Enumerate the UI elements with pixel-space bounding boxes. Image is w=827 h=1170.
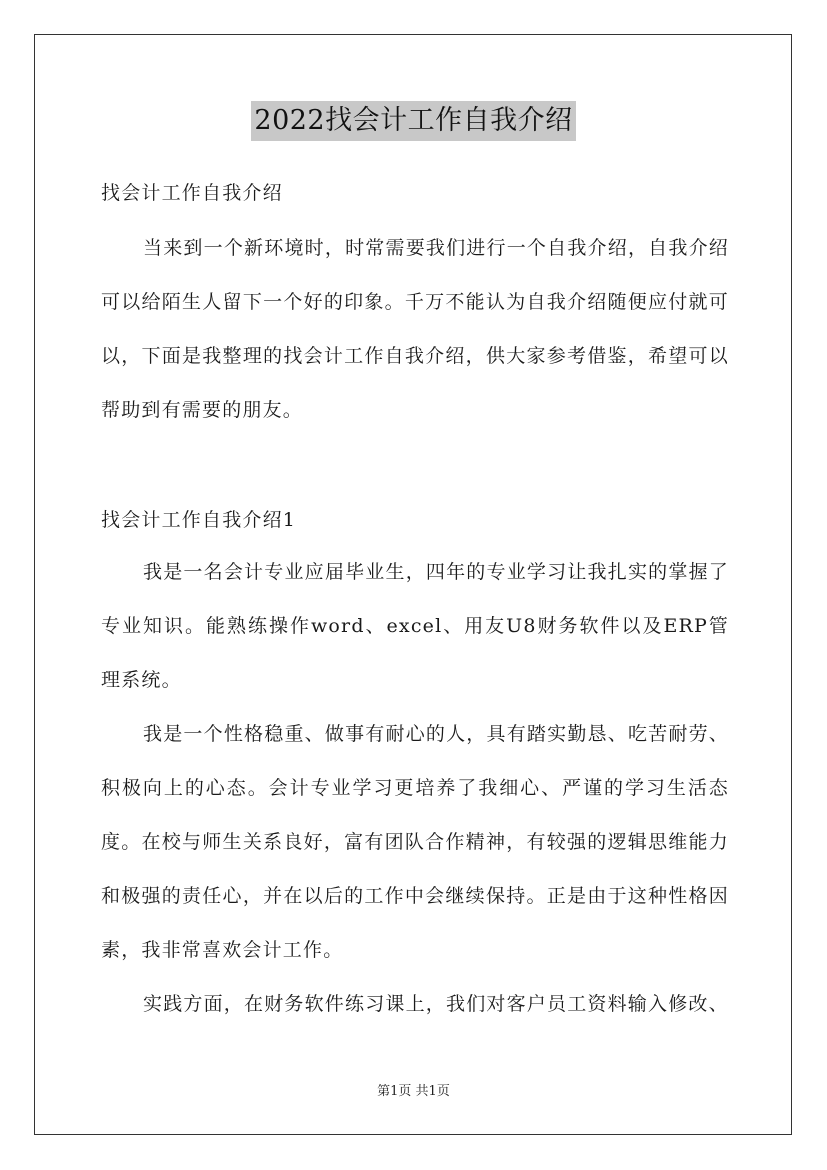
page-footer: 第1页 共1页 (377, 1084, 450, 1099)
document-title-wrapper (0, 101, 827, 141)
section1-paragraph-1: 我是一名会计专业应届毕业生，四年的专业学习让我扎实的掌握了专业知识。能熟练操作word、excel、用友U8财务软件以及ERP管理系统。 (101, 561, 729, 691)
document-title: 2022找会计工作自我介绍 (251, 101, 575, 141)
intro-heading: 找会计工作自我介绍 (101, 182, 283, 204)
section1-paragraph-2: 我是一个性格稳重、做事有耐心的人，具有踏实勤恳、吃苦耐劳、积极向上的心态。会计专业学习更培养了我细心、严谨的学习生活态度。在校与师生关系良好，富有团队合作精神，有较强的逻辑思维能力和极强的责任心，并在以后的工作中会继续保持。正是由于这种性格因素，我非常喜欢会计工作。 (101, 723, 729, 961)
intro-paragraph: 当来到一个新环境时，时常需要我们进行一个自我介绍，自我介绍可以给陌生人留下一个好的印象。千万不能认为自我介绍随便应付就可以，下面是我整理的找会计工作自我介绍，供大家参考借鉴，希望可以帮助到有需要的朋友。 (101, 237, 729, 421)
section1-heading: 找会计工作自我介绍1 (101, 509, 297, 531)
section1-paragraph-3: 实践方面，在财务软件练习课上，我们对客户员工资料输入修改、 (143, 993, 729, 1015)
